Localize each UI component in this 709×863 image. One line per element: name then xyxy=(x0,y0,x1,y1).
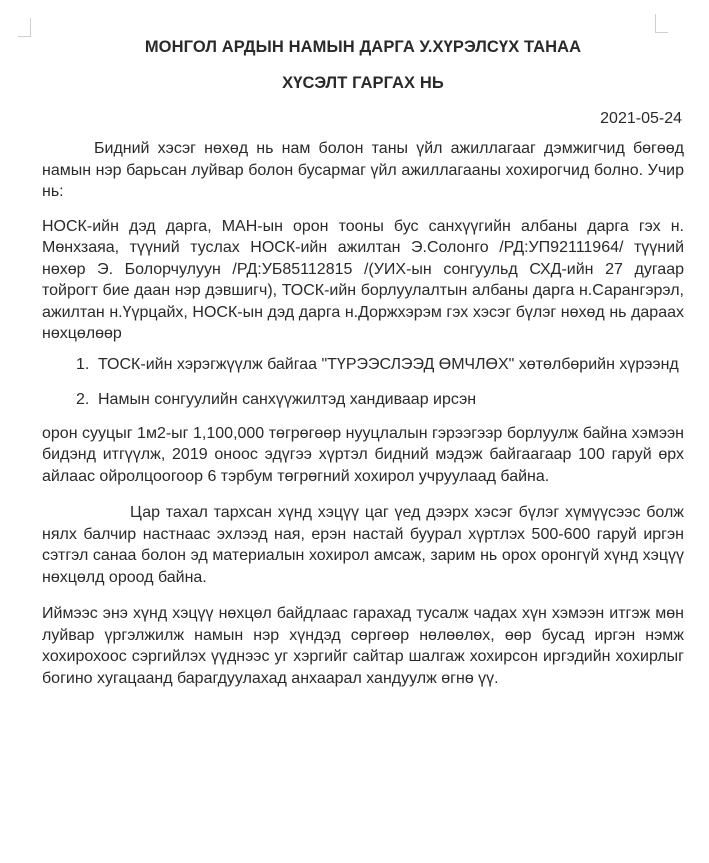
document-title-line-1: МОНГОЛ АРДЫН НАМЫН ДАРГА У.ХҮРЭЛСҮХ ТАНАА xyxy=(144,38,582,56)
paragraph-pandemic: Цар тахал тархсан хүнд хэцүү цаг үед дээрх хэсэг бүлэг хүмүүсээс болж нялх балчир настнаас эхлээд ная, ерэн настай буурал хүртлэх 500-600 гаруй иргэн сэтгэл санаа болон эд материалын хохирол амсаж, зарим нь орох оронгүй хүнд хэцүү нөхцөлд ороод байна. xyxy=(42,504,684,586)
conditions-list xyxy=(42,354,684,411)
list-item-number: 2. xyxy=(76,391,90,408)
paragraph-people: НОСК-ийн дэд дарга, МАН-ын орон тооны бус санхүүгийн албаны дарга гэх н. Мөнхзаяа, түүний туслах НОСК-ийн ажилтан Э.Солонго /РД:УП92111964/ түүний нөхөр Э. Болорчулуун /РД:УБ85112815 /(УИХ-ын сонгуульд СХД-ийн 27 дугаар тойрогт бие даан нэр дэвшигч), ТОСК-ийн борлуулалтын албаны дарга н.Сарангэрэл, ажилтан н.Үүрцайх, НОСК-ын дэд дарга н.Доржхэрэм гэх хэсэг бүлэг нөхөд нь дараах нөхцөлөөр xyxy=(42,217,684,342)
document-title-line-2: ХҮСЭЛТ ГАРГАХ НЬ xyxy=(282,74,444,92)
list-item-number: 1. xyxy=(76,355,90,373)
list-item xyxy=(76,354,684,376)
page-corner-mark-right xyxy=(655,14,668,33)
list-item-text: ТОСК-ийн хэрэгжүүлж байгаа "ТҮРЭЭСЛЭЭД ӨМЧЛӨХ" хөтөлбөрийн хүрээнд xyxy=(98,355,679,373)
document-date: 2021-05-24 xyxy=(600,110,682,127)
page-corner-mark-left xyxy=(18,18,31,37)
list-item-text: Намын сонгуулийн санхүүжилтэд хандиваар ирсэн xyxy=(98,391,477,408)
paragraph-apartments: орон сууцыг 1м2-ыг 1,100,000 төгрөгөөр нууцлалын гэрээгээр борлуулж байна хэмээн бидэнд итгүүлж, 2019 оноос эдүгээ хүртэл бидний мэдэж байгаагаар 100 гаруй өрх айлаас ойролцоогоор 6 тэрбум төгрөгний хохирол учруулаад байна. xyxy=(42,424,684,485)
paragraph-request: Иймээс энэ хүнд хэцүү нөхцөл байдлаас гарахад тусалж чадах хүн хэмээн итгэж мөн луйвар үргэлжилж намын нэр хүндэд сөргөөр нөлөөлөх, өөр бусад иргэн нэмж хохирохоос сэргийлэх үүднээс уг хэргийг сайтар шалгаж хохирсон иргэдийн хохирлыг богино хугацаанд барагдуулахад анхаарал хандуулж өгнө үү. xyxy=(42,605,684,687)
list-item xyxy=(76,389,684,411)
paragraph-intro: Бидний хэсэг нөхөд нь нам болон таны үйл ажиллагааг дэмжигчид бөгөөд намын нэр барьсан луйвар болон бусармаг үйл ажиллагааны хохирогчид болно. Учир нь: xyxy=(42,140,684,200)
document-page xyxy=(42,36,684,689)
